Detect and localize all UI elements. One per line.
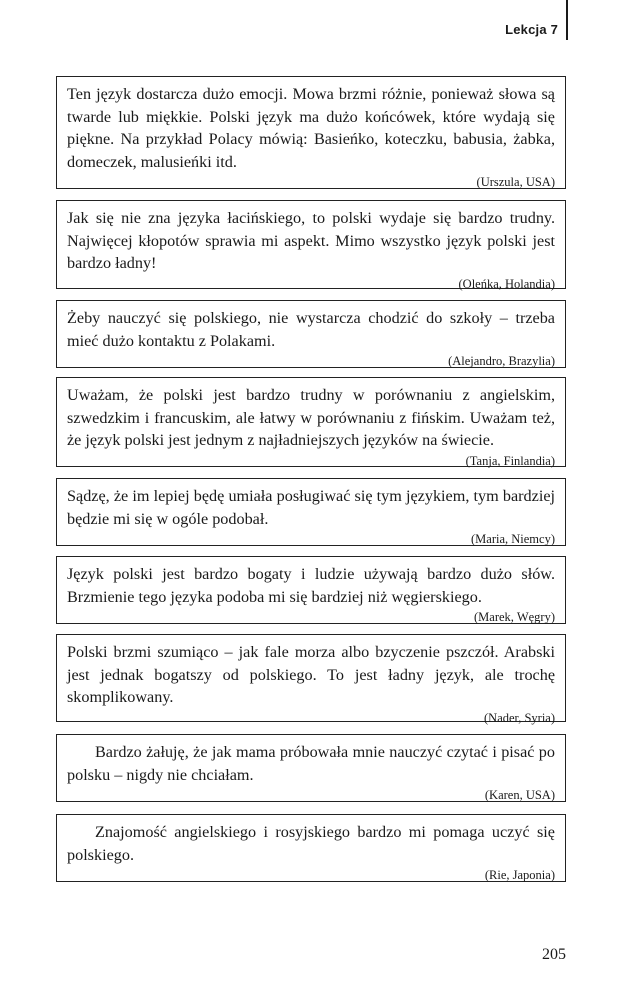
quote-author: (Karen, USA) <box>484 788 555 802</box>
quote-text: Sądzę, że im lepiej będę umiała posługiwać się tym językiem, tym bardziej będzie mi się w ogóle podobał. <box>67 487 555 528</box>
quote-author: (Maria, Niemcy) <box>471 532 555 546</box>
quote-text: Jak się nie zna języka łacińskiego, to polski wydaje się bardzo trudny. Najwięcej kłopotów sprawia mi aspekt. Mimo wszystko język polski jest bardzo ładny! <box>67 209 555 272</box>
quote-box-tanja <box>56 377 566 467</box>
lesson-label: Lekcja 7 <box>505 22 558 37</box>
quote-box-karen <box>56 734 566 802</box>
quote-text: Bardzo żałuję, że jak mama próbowała mnie nauczyć czytać i pisać po polsku – nigdy nie chciałam. <box>67 743 555 784</box>
quote-text: Ten język dostarcza dużo emocji. Mowa brzmi różnie, ponieważ słowa są twarde lub miękkie. Polski język ma dużo końcówek, które wydają się piękne. Na przykład Polacy mówią: Basieńko, koteczku, babusia, żabka, domeczek, malusieńki itd. <box>67 85 555 171</box>
quote-author: (Tanja, Finlandia) <box>465 453 555 468</box>
quote-box-maria <box>56 478 566 546</box>
quote-author: (Marek, Węgry) <box>474 610 555 624</box>
header-vertical-rule <box>566 0 568 40</box>
quote-box-marek <box>56 556 566 624</box>
quote-box-rie <box>56 814 566 882</box>
quote-author: (Oleńka, Holandia) <box>458 276 555 291</box>
quote-author: (Urszula, USA) <box>476 175 555 189</box>
quote-text: Polski brzmi szumiąco – jak fale morza albo bzyczenie pszczół. Arabski jest jednak bogatszy od polskiego. To jest ładny język, ale trochę skomplikowany. <box>67 643 555 706</box>
quote-box-olenka <box>56 200 566 289</box>
quote-text: Żeby nauczyć się polskiego, nie wystarcza chodzić do szkoły – trzeba mieć dużo kontaktu z Polakami. <box>67 309 555 350</box>
quote-text: Język polski jest bardzo bogaty i ludzie używają bardzo dużo słów. Brzmienie tego języka podoba mi się bardziej niż węgierskiego. <box>67 565 555 606</box>
quote-text: Uważam, że polski jest bardzo trudny w porównaniu z angielskim, szwedzkim i francuskim, ale łatwy w porównaniu z fińskim. Uważam też, że język polski jest jednym z najładniejszych języków na świecie. <box>67 386 555 449</box>
quote-author: (Nader, Syria) <box>484 710 555 725</box>
quote-box-nader <box>56 634 566 725</box>
quote-author: (Alejandro, Brazylia) <box>448 354 555 368</box>
quote-author: (Rie, Japonia) <box>484 868 555 882</box>
quote-text: Znajomość angielskiego i rosyjskiego bardzo mi pomaga uczyć się polskiego. <box>67 823 555 864</box>
quote-box-alejandro <box>56 300 566 368</box>
page-number: 205 <box>542 946 566 963</box>
quote-box-urszula <box>56 76 566 189</box>
